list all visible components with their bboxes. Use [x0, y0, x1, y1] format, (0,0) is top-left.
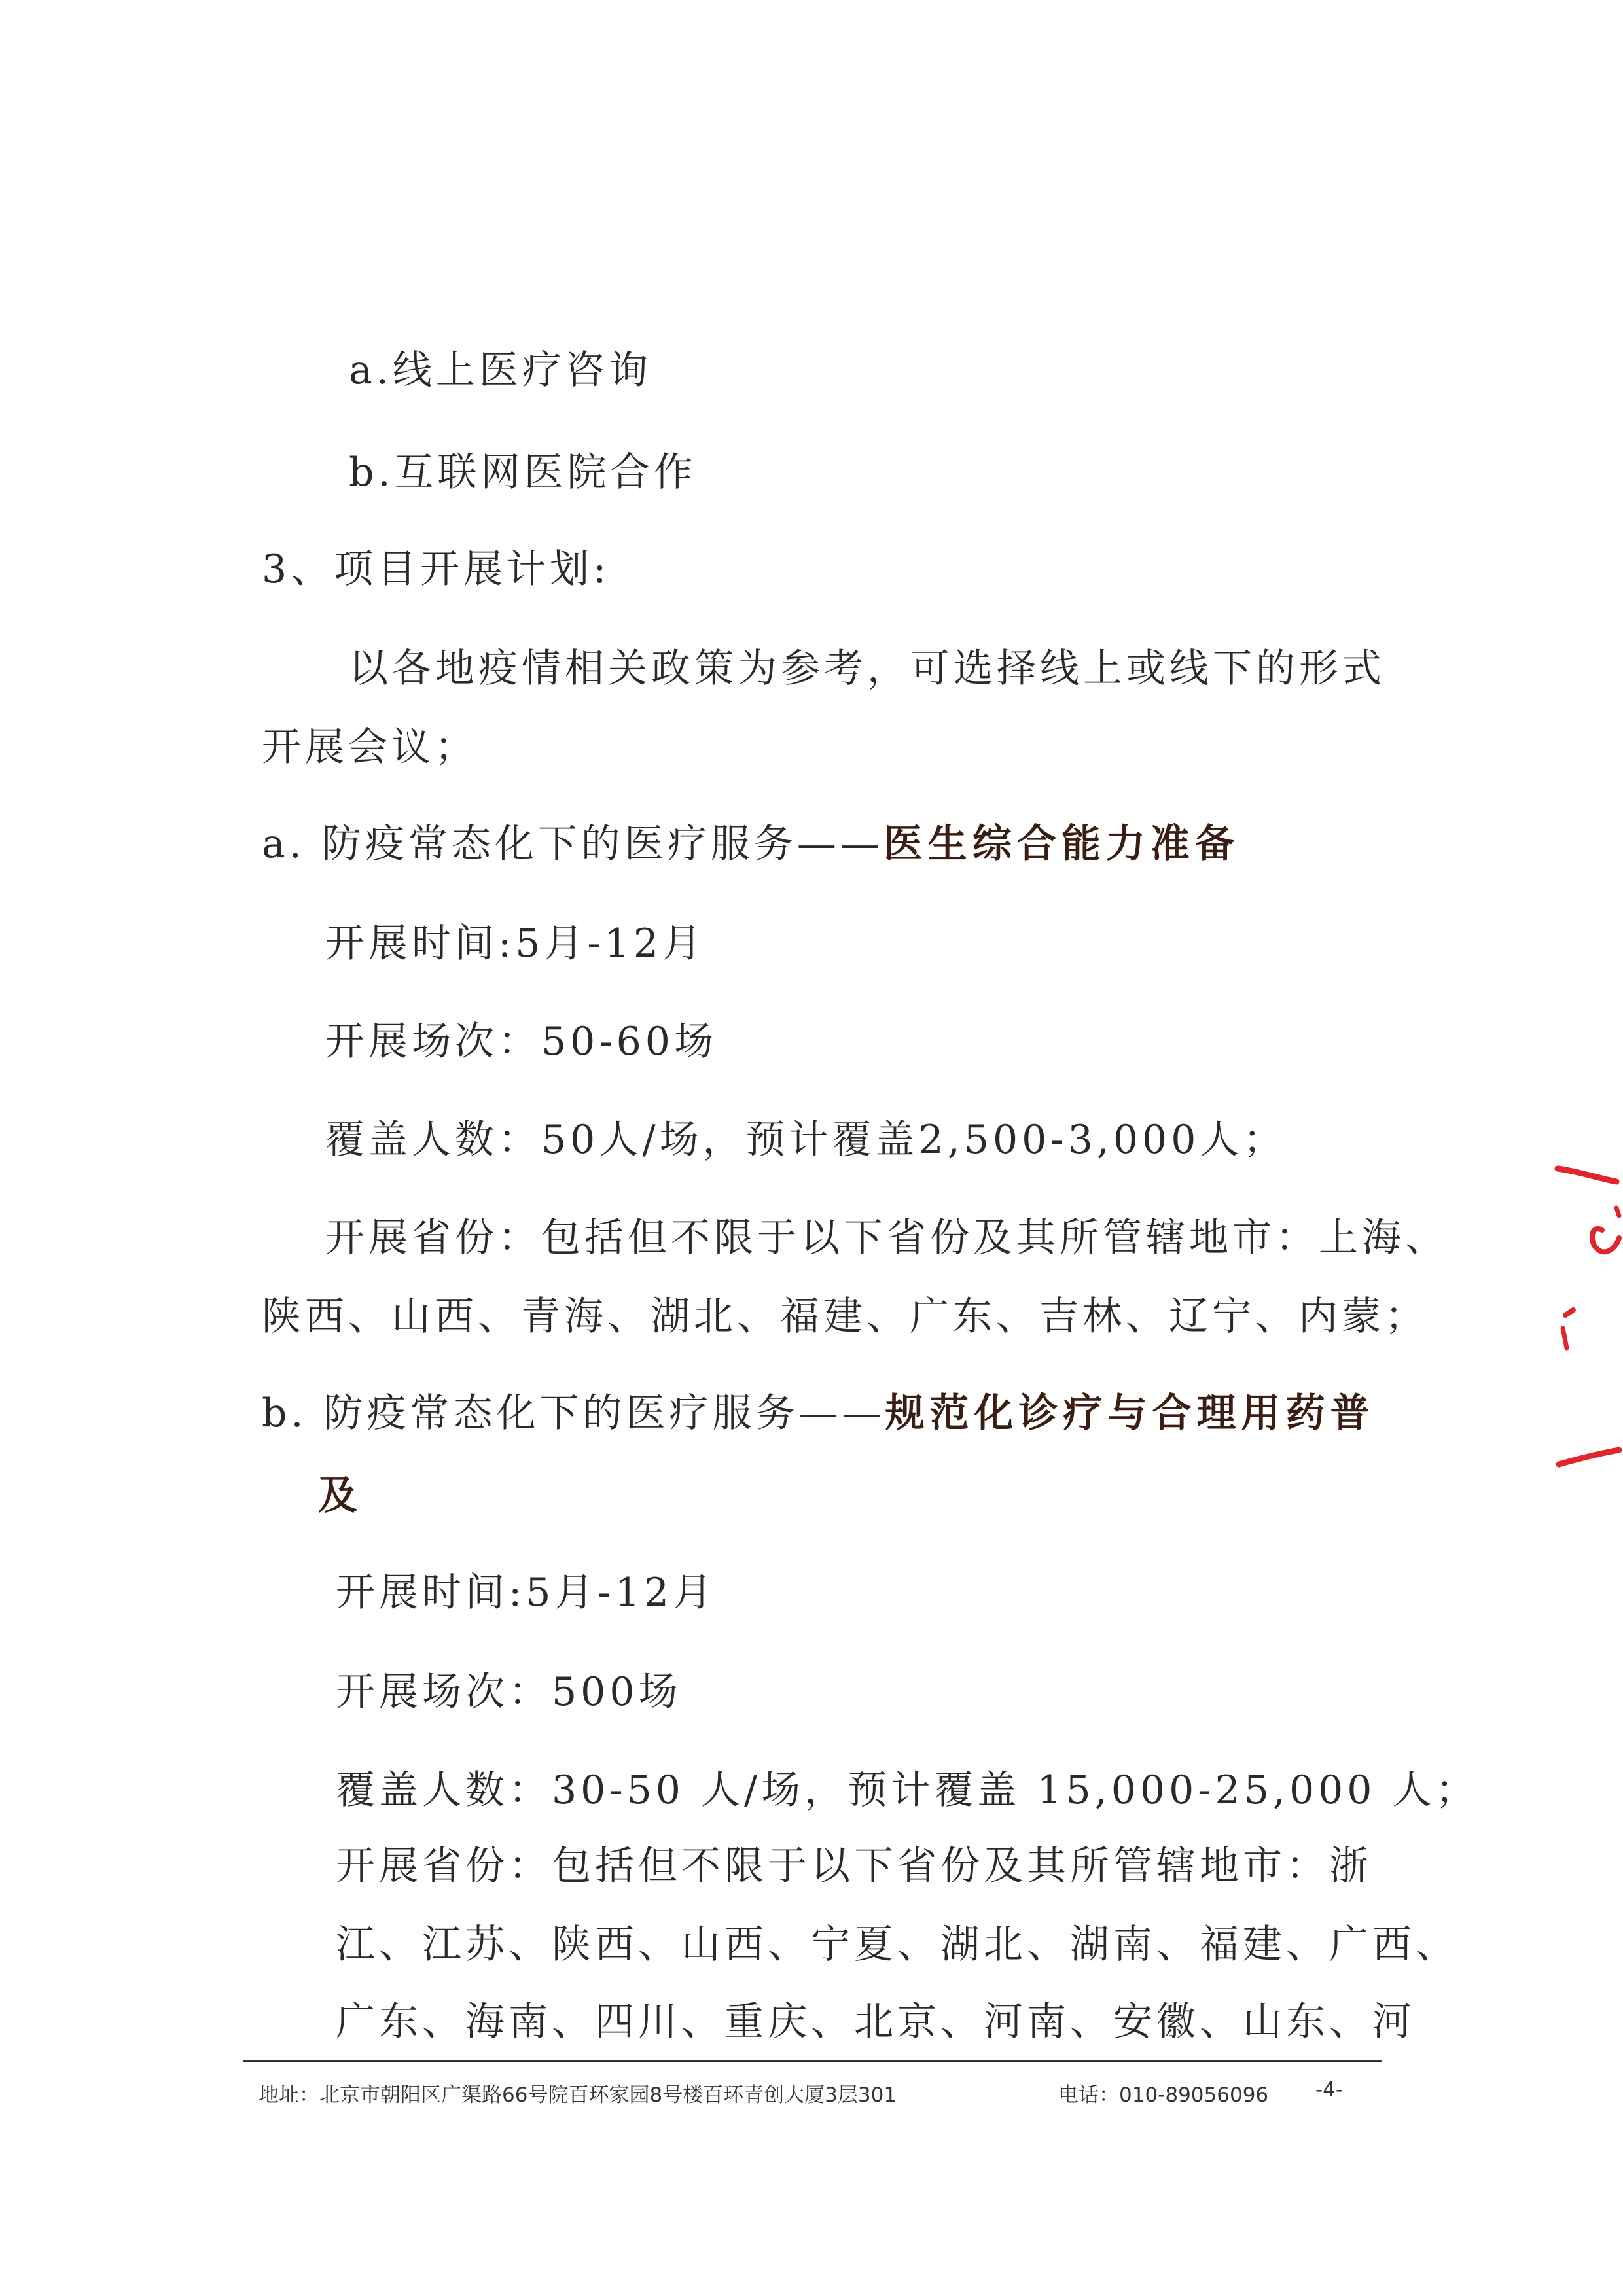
item-b-sessions: 开展场次：500场	[336, 1669, 682, 1715]
item-a-provinces-line-2: 陕西、山西、青海、湖北、福建、广东、吉林、辽宁、内蒙；	[262, 1294, 1428, 1339]
item-b-bold-title: 规范化诊疗与合理用药普	[885, 1390, 1375, 1436]
paragraph-line-1: 以各地疫情相关政策为参考，可选择线上或线下的形式	[349, 646, 1385, 692]
footer-divider	[243, 2060, 1382, 2062]
item-b-prefix: b. 防疫常态化下的医疗服务——	[262, 1390, 885, 1436]
item-b-time: 开展时间:5月-12月	[336, 1570, 717, 1616]
paragraph-line-2: 开展会议；	[262, 724, 478, 770]
list-item-internet-hospital: b.互联网医院合作	[349, 450, 697, 495]
item-a-time: 开展时间:5月-12月	[325, 921, 706, 966]
red-seal-fragment-icon	[1551, 1152, 1623, 1479]
footer-address: 地址：北京市朝阳区广渠路66号院百环家园8号楼百环青创大厦3层301	[259, 2083, 897, 2107]
item-b-heading	[262, 1390, 1375, 1436]
item-a-sessions: 开展场次：50-60场	[325, 1019, 717, 1065]
list-item-online-consult: a.线上医疗咨询	[349, 347, 652, 393]
item-a-bold-title: 医生综合能力准备	[883, 821, 1240, 867]
item-b-bold-title-cont: 及	[318, 1473, 363, 1519]
item-b-coverage: 覆盖人数：30-50 人/场，预计覆盖 15,000-25,000 人；	[336, 1767, 1479, 1813]
item-a-provinces-line-1: 开展省份：包括但不限于以下省份及其所管辖地市：上海、	[325, 1215, 1448, 1261]
item-a-coverage: 覆盖人数：50人/场，预计覆盖2,500-3,000人；	[325, 1117, 1287, 1163]
footer-phone: 电话：010-89056096	[1058, 2083, 1269, 2107]
item-a-prefix: a. 防疫常态化下的医疗服务——	[262, 821, 883, 867]
item-b-provinces-line-1: 开展省份：包括但不限于以下省份及其所管辖地市：浙	[336, 1843, 1372, 1889]
item-b-provinces-line-3: 广东、海南、四川、重庆、北京、河南、安徽、山东、河	[336, 1999, 1416, 2045]
item-b-provinces-line-2: 江、江苏、陕西、山西、宁夏、湖北、湖南、福建、广西、	[336, 1922, 1459, 1968]
item-a-heading	[262, 821, 1240, 867]
section-heading-plan: 3、项目开展计划:	[262, 546, 611, 592]
footer-page-number: -4-	[1315, 2078, 1344, 2102]
